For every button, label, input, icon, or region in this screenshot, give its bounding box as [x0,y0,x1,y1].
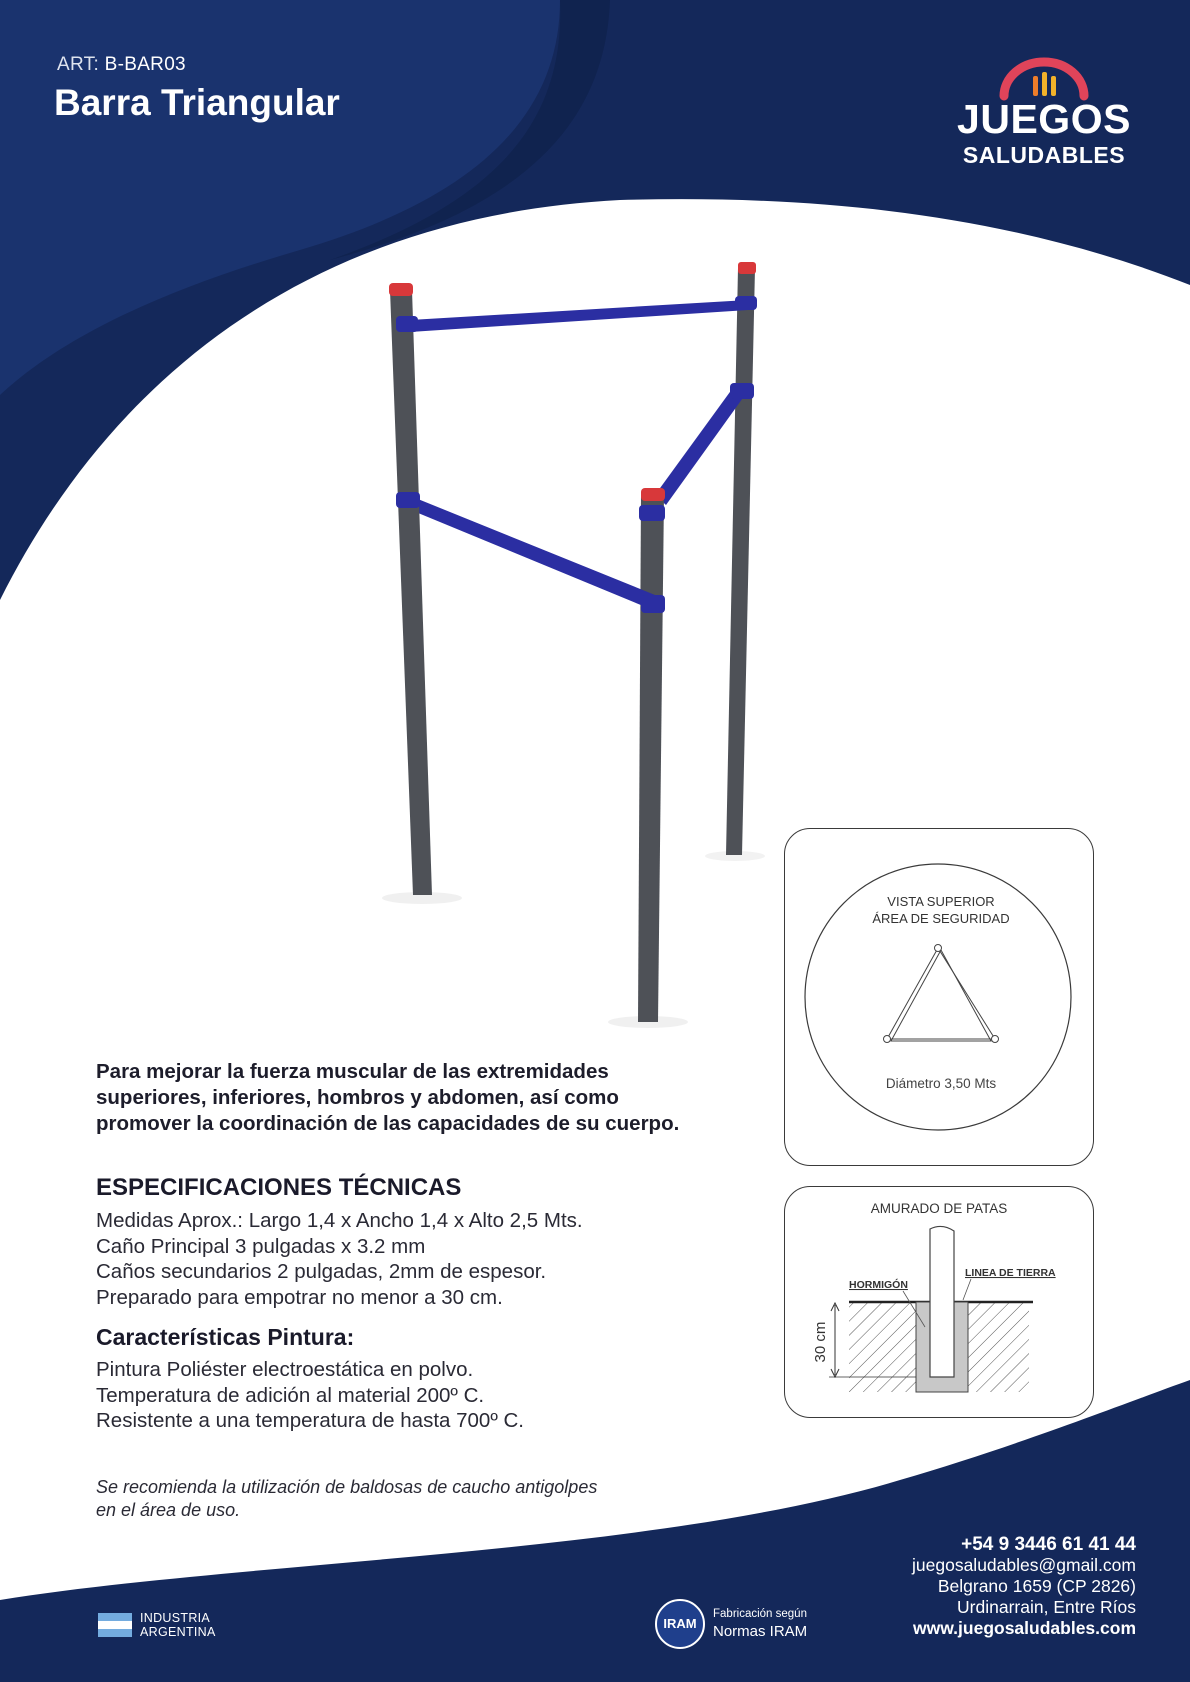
specs-heading: ESPECIFICACIONES TÉCNICAS [96,1174,462,1201]
paint-list [96,1357,524,1434]
label-ground-line: LINEA DE TIERRA [965,1267,1056,1279]
spec-item: Preparado para empotrar no menor a 30 cm. [96,1285,503,1309]
iram-seal-icon: IRAM [655,1599,705,1649]
brand-logo [954,56,1134,176]
iram-caption: Fabricación según [713,1608,807,1620]
recommendation-note: Se recomienda la utilización de baldosas de caucho antigolpes en el área de uso. [96,1477,598,1520]
article-code-prefix: ART: [57,54,100,75]
paint-item: Pintura Poliéster electroestática en polvo. [96,1358,474,1381]
paint-item: Temperatura de adición al material 200º C. [96,1383,485,1407]
iram-badge [655,1599,825,1653]
contact-city: Urdinarrain, Entre Ríos [957,1597,1136,1617]
triangle-footprint-icon [884,945,999,1043]
safety-title-line2: ÁREA DE SEGURIDAD [872,911,1010,926]
industria-argentina-badge [98,1611,258,1643]
contact-block [912,1534,1136,1639]
contact-website[interactable]: www.juegosaludables.com [912,1618,1136,1638]
post-leg [930,1226,954,1377]
argentina-flag-icon [98,1613,132,1637]
product-description: Para mejorar la fuerza muscular de las extremidades superiores, inferiores, hombros y abdomen, así como promover la coordinación de las capacidades de su cuerpo. [96,1060,680,1135]
paint-item: Resistente a una temperatura de hasta 700º C. [96,1409,524,1432]
safety-area-diagram [784,828,1094,1166]
contact-phone[interactable]: +54 9 3446 61 41 44 [961,1534,1136,1555]
label-concrete: HORMIGÓN [849,1279,908,1291]
bar-top [410,300,748,332]
bar-diagonal-left [406,495,655,610]
depth-label: 30 cm [812,1321,829,1363]
mounting-diagram [784,1186,1094,1418]
paint-heading: Características Pintura: [96,1324,355,1350]
spec-item: Medidas Aprox.: Largo 1,4 x Ancho 1,4 x Alto 2,5 Mts. [96,1209,583,1232]
mounting-title: AMURADO DE PATAS [870,1201,1008,1216]
safety-diameter: Diámetro 3,50 Mts [885,1076,997,1091]
spec-item: Caño Principal 3 pulgadas x 3.2 mm [96,1234,426,1258]
contact-email[interactable]: juegosaludables@gmail.com [912,1555,1136,1575]
contact-address: Belgrano 1659 (CP 2826) [937,1576,1136,1596]
iram-norms: Normas IRAM [713,1623,808,1640]
post-back-right [726,268,755,855]
logo-text-saludables: SALUDABLES [962,142,1126,168]
spec-item: Caños secundarios 2 pulgadas, 2mm de espesor. [96,1260,547,1283]
specs-list [96,1208,583,1310]
bar-diagonal-right [655,385,745,505]
post-front-middle [638,495,664,1022]
industria-text: INDUSTRIA ARGENTINA [140,1611,216,1639]
article-code-value: B-BAR03 [104,54,186,75]
article-code [57,54,186,76]
logo-text-juegos: JUEGOS [957,96,1131,142]
safety-title-line1: VISTA SUPERIOR [887,894,995,909]
product-illustration [340,240,780,1040]
product-title: Barra Triangular [54,82,340,123]
post-left [390,290,432,895]
